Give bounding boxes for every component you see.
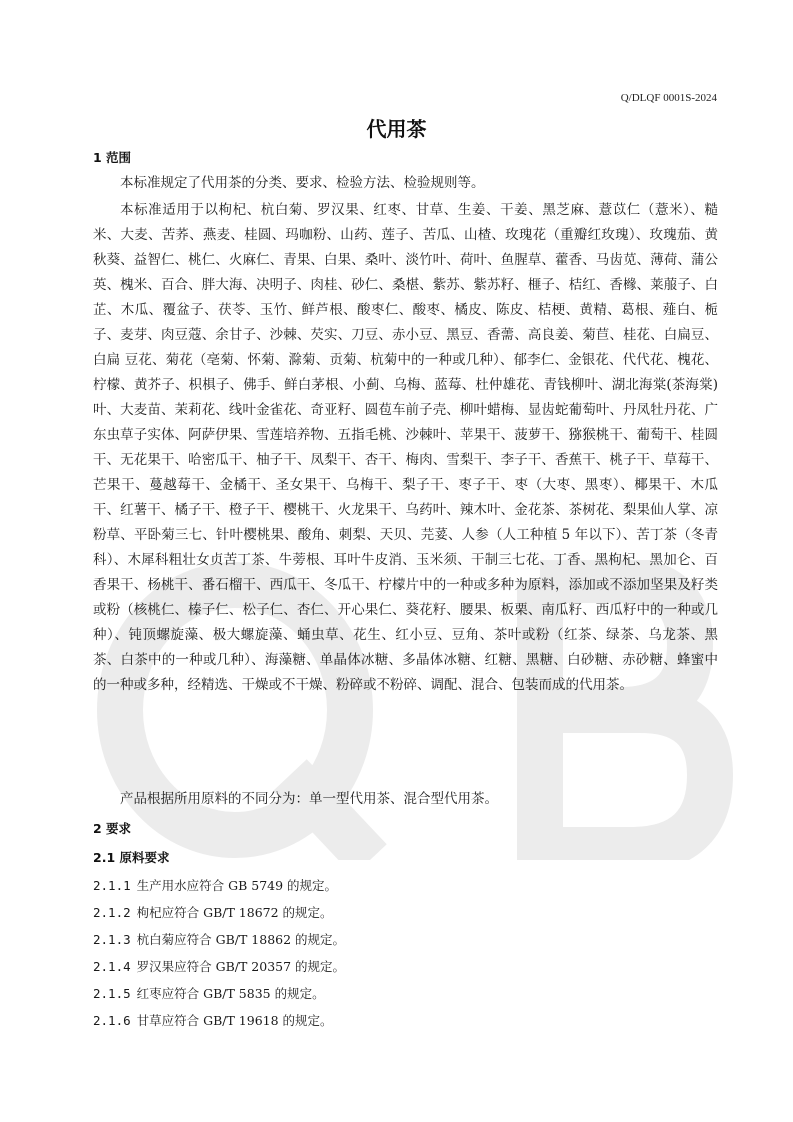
- clause-text: 罗汉果应符合 GB/T 20357 的规定。: [136, 959, 346, 974]
- clause-number: 2.1.6: [93, 1013, 131, 1028]
- clause-text: 甘草应符合 GB/T 19618 的规定。: [136, 1013, 333, 1028]
- subsection-heading-raw-materials: 2.1 原料要求: [93, 850, 170, 865]
- paragraph-scope-classification: 产品根据所用原料的不同分为：单一型代用茶、混合型代用茶。: [120, 791, 498, 807]
- clause-2-1-1: [93, 876, 337, 894]
- clause-number: 2.1.2: [93, 905, 131, 920]
- clause-text: 生产用水应符合 GB 5749 的规定。: [136, 878, 338, 893]
- clause-text: 杭白菊应符合 GB/T 18862 的规定。: [136, 932, 346, 947]
- document-title: 代用茶: [366, 117, 427, 141]
- clause-text: 红枣应符合 GB/T 5835 的规定。: [136, 986, 325, 1001]
- clause-number: 2.1.1: [93, 878, 131, 893]
- clause-number: 2.1.4: [93, 959, 131, 974]
- clause-number: 2.1.5: [93, 986, 131, 1001]
- paragraph-scope-intro: 本标准规定了代用茶的分类、要求、检验方法、检验规则等。: [120, 175, 485, 191]
- standard-code: Q/DLQF 0001S-2024: [620, 92, 717, 104]
- clause-2-1-6: [93, 1011, 333, 1029]
- clause-2-1-2: [93, 903, 333, 921]
- clause-2-1-3: [93, 930, 345, 948]
- clause-2-1-4: [93, 957, 345, 975]
- paragraph-scope-materials: 本标准适用于以枸杞、杭白菊、罗汉果、红枣、甘草、生姜、干姜、黑芝麻、薏苡仁（薏米）、糙米、大麦、苦荞、燕麦、桂圆、玛咖粉、山药、莲子、苦瓜、山楂、玫瑰花（重瓣红玫瑰）、玫瑰茄、黄秋葵、益智仁、桃仁、火麻仁、青果、白果、桑叶、淡竹叶、荷叶、鱼腥草、藿香、马齿苋、薄荷、蒲公英、槐米、百合、胖大海、决明子、肉桂、砂仁、桑椹、紫苏、紫苏籽、榧子、桔红、香橼、莱菔子、白芷、木瓜、覆盆子、茯苓、玉竹、鲜芦根、酸枣仁、酸枣、橘皮、陈皮、桔梗、黄精、葛根、薤白、栀子、麦芽、肉豆蔻、余甘子、沙棘、芡实、刀豆、赤小豆、黑豆、香薷、高良姜、菊苣、桂花、白扁豆、白扁 豆花、菊花（亳菊、怀菊、滁菊、贡菊、杭菊中的一种或几种）、郁李仁、金银花、代代花、槐花、柠檬、黄芥子、枳椇子、佛手、鲜白茅根、小蓟、乌梅、蓝莓、杜仲雄花、青钱柳叶、湖北海棠(茶海棠)叶、大麦苗、茉莉花、线叶金雀花、奇亚籽、圆苞车前子壳、柳叶蜡梅、显齿蛇葡萄叶、丹凤牡丹花、广东虫草子实体、阿萨伊果、雪莲培养物、五指毛桃、沙棘叶、苹果干、菠萝干、猕猴桃干、葡萄干、桂圆干、无花果干、哈密瓜干、柚子干、凤梨干、杏干、梅肉、雪梨干、李子干、香蕉干、桃子干、草莓干、芒果干、蔓越莓干、金橘干、圣女果干、乌梅干、梨子干、枣子干、枣（大枣、黑枣）、椰果干、木瓜干、红薯干、橘子干、橙子干、樱桃干、火龙果干、乌药叶、辣木叶、金花茶、茶树花、梨果仙人掌、凉粉草、平卧菊三七、针叶樱桃果、酸角、刺梨、天贝、芫荽、人参（人工种植 5 年以下）、苦丁茶（冬青科）、木犀科粗壮女贞苦丁茶、牛蒡根、耳叶牛皮消、玉米须、干制三七花、丁香、黑枸杞、黑加仑、百香果干、杨桃干、番石榴干、西瓜干、冬瓜干、柠檬片中的一种或多种为原料，添加或不添加坚果及籽类或粉（核桃仁、榛子仁、松子仁、杏仁、开心果仁、葵花籽、腰果、板栗、南瓜籽、西瓜籽中的一种或几种）、钝顶螺旋藻、极大螺旋藻、蛹虫草、花生、红小豆、豆角、茶叶或粉（红茶、绿茶、乌龙茶、黑茶、白茶中的一种或几种）、海藻糖、单晶体冰糖、多晶体冰糖、红糖、黑糖、白砂糖、赤砂糖、蜂蜜中的一种或多种，经精选、干燥或不干燥、粉碎或不粉碎、调配、混合、包装而成的代用茶。: [93, 202, 718, 693]
- clause-2-1-5: [93, 984, 325, 1002]
- clause-number: 2.1.3: [93, 932, 131, 947]
- section-heading-scope: 1 范围: [93, 150, 132, 165]
- section-heading-requirements: 2 要求: [93, 821, 132, 836]
- clause-text: 枸杞应符合 GB/T 18672 的规定。: [136, 905, 333, 920]
